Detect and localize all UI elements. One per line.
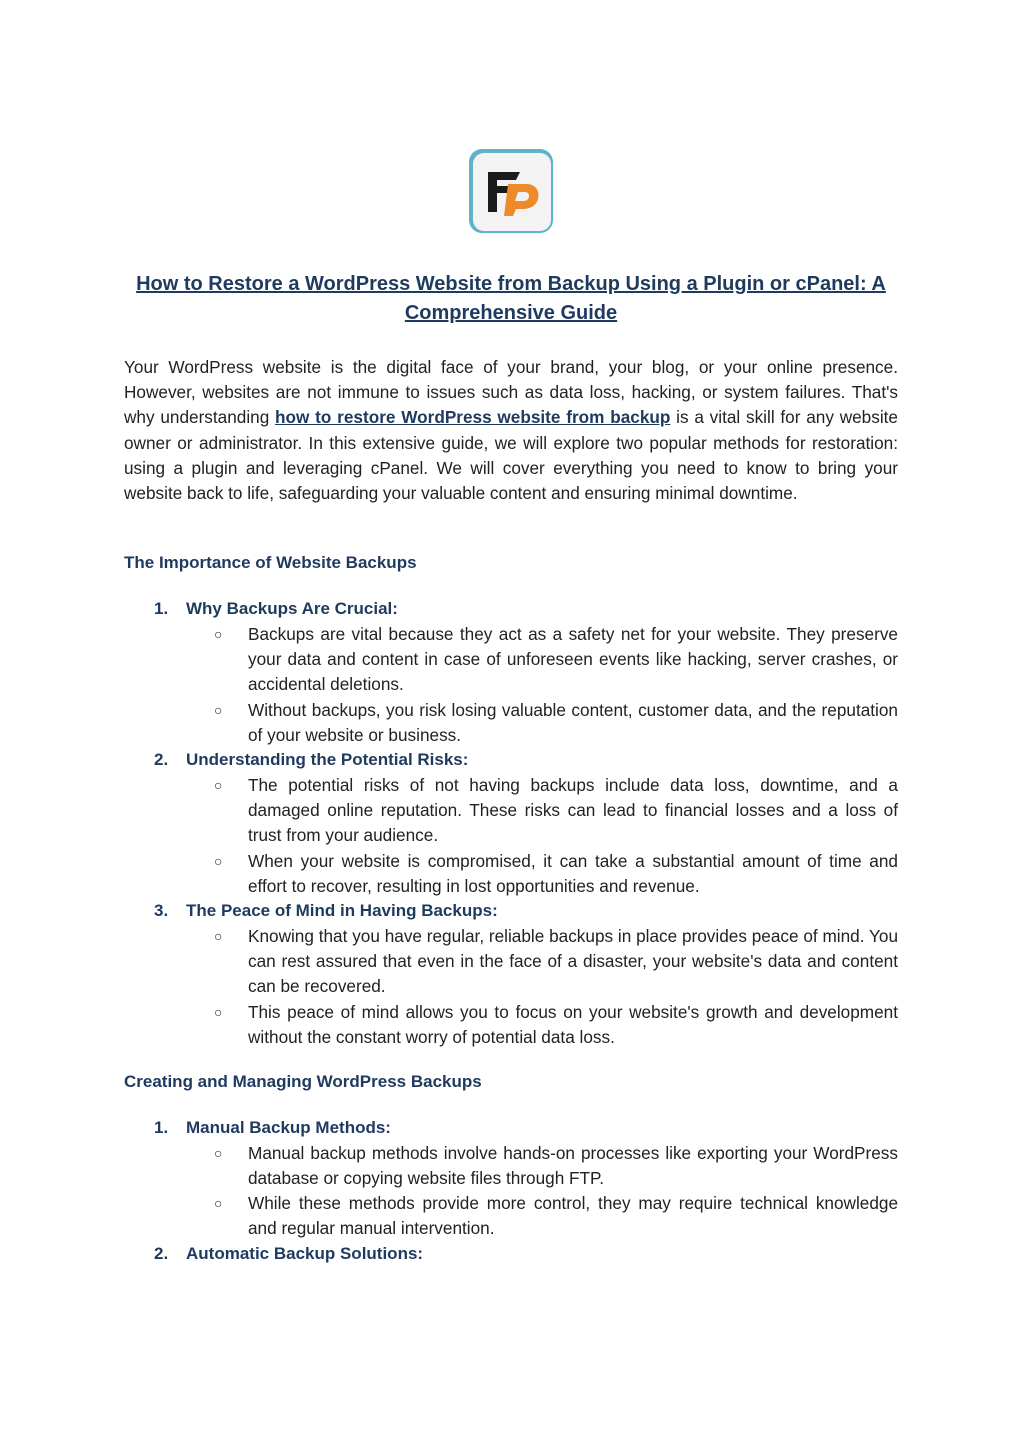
intro-paragraph: [124, 355, 898, 506]
list-item-title: The Peace of Mind in Having Backups:: [186, 901, 498, 920]
intro-text-end: is a vital skill for any website owner or administrator. In this extensive guide, we will explore two popular methods for restoration: using a plugin and leveraging cPanel. We will cover everything you need to know to bring your website back to life, safeguarding your valuable content and ensuring minimal downtime.: [124, 407, 898, 504]
bullet-text: While these methods provide more control, they may require technical knowledge and regular manual intervention.: [248, 1193, 898, 1239]
bullet-marker: ○: [214, 777, 223, 793]
bullet-text: Without backups, you risk losing valuable content, customer data, and the reputation of your website or business.: [248, 700, 898, 746]
bullet-text: Backups are vital because they act as a safety net for your website. They preserve your data and content in case of unforeseen events like hacking, server crashes, or accidental deletions.: [248, 624, 898, 695]
bullet-marker: ○: [214, 853, 223, 869]
list-number: 2.: [154, 750, 169, 769]
list-number: 1.: [154, 599, 169, 618]
list-item-title: Why Backups Are Crucial:: [186, 599, 398, 618]
bullet-marker: ○: [214, 1145, 223, 1161]
bullet-marker: ○: [214, 928, 223, 944]
intro-text-start: Your WordPress website is the digital face of your brand, your blog, or your online presence. However, websites are not immune to issues such as data loss, hacking, or system failures. That's why understanding: [124, 357, 898, 428]
list-number: 2.: [154, 1244, 169, 1263]
bullet-marker: ○: [214, 1195, 223, 1211]
section-heading: Creating and Managing WordPress Backups: [124, 1072, 482, 1091]
list-item-title: Manual Backup Methods:: [186, 1118, 391, 1137]
bullet-text: Manual backup methods involve hands-on processes like exporting your WordPress database or copying website files through FTP.: [248, 1143, 898, 1189]
bullet-text: When your website is compromised, it can take a substantial amount of time and effort to recover, resulting in lost opportunities and revenue.: [248, 851, 898, 897]
article-title: How to Restore a WordPress Website from Backup Using a Plugin or cPanel: A Comprehensive Guide: [136, 273, 886, 324]
bullet-marker: ○: [214, 626, 223, 642]
brand-logo: [468, 148, 554, 234]
list-number: 3.: [154, 901, 169, 920]
list-item-title: Understanding the Potential Risks:: [186, 750, 469, 769]
section-heading: The Importance of Website Backups: [124, 553, 417, 572]
bullet-text: Knowing that you have regular, reliable backups in place provides peace of mind. You can rest assured that even in the face of a disaster, your website's data and content can be recovered.: [248, 926, 898, 997]
bullet-text: The potential risks of not having backups include data loss, downtime, and a damaged online reputation. These risks can lead to financial losses and a loss of trust from your audience.: [248, 775, 898, 846]
bullet-marker: ○: [214, 1004, 223, 1020]
bullet-text: This peace of mind allows you to focus on your website's growth and development without the constant worry of potential data loss.: [248, 1002, 898, 1048]
bullet-marker: ○: [214, 702, 223, 718]
list-item-title: Automatic Backup Solutions:: [186, 1244, 424, 1263]
list-number: 1.: [154, 1118, 169, 1137]
restore-guide-link[interactable]: how to restore WordPress website from backup: [275, 407, 671, 428]
